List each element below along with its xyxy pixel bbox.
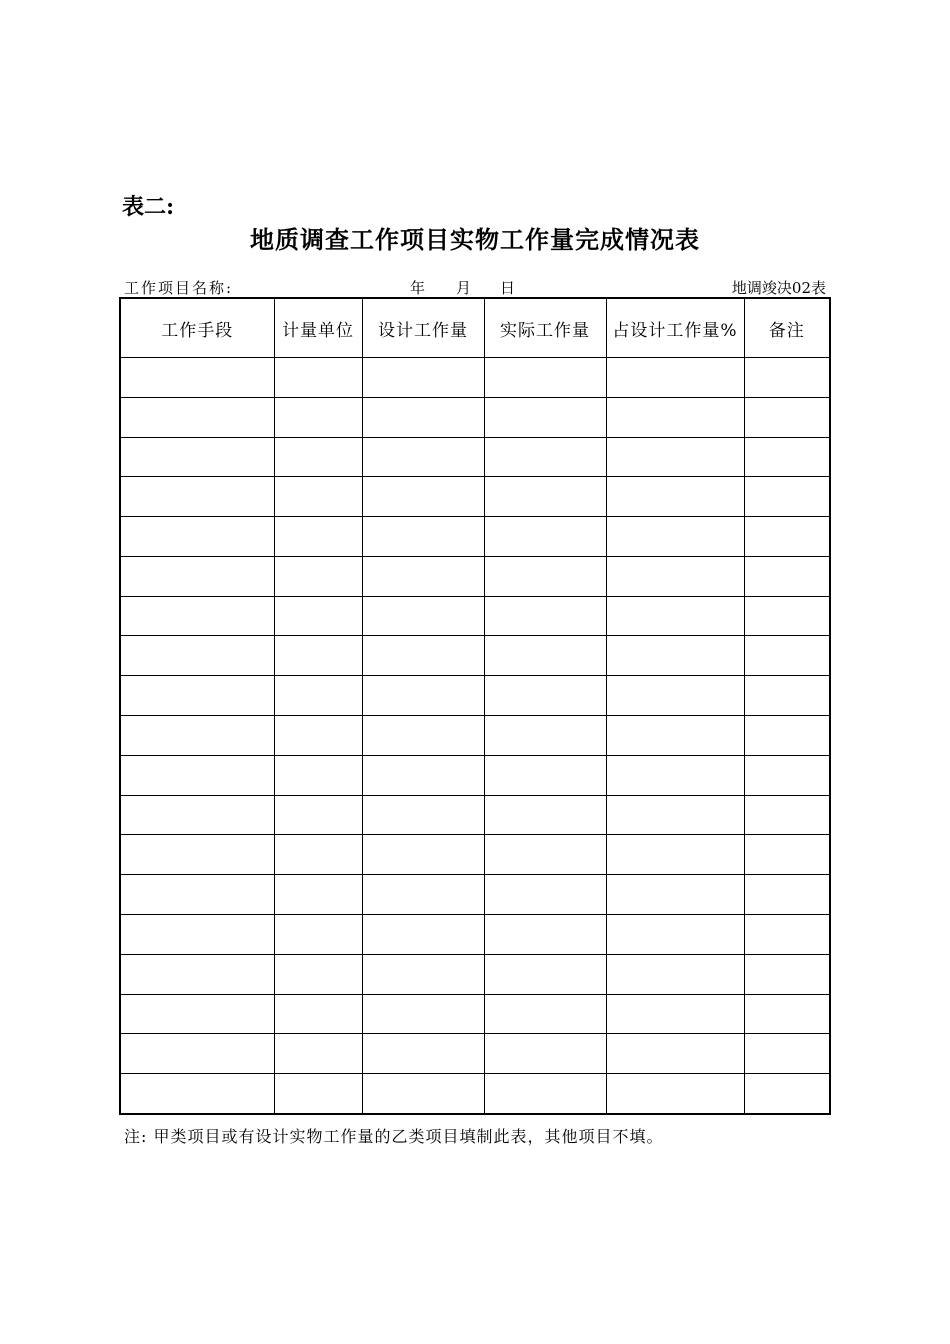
table-cell[interactable] [362,437,484,477]
table-cell[interactable] [274,676,362,716]
table-cell[interactable] [606,636,744,676]
table-cell[interactable] [362,676,484,716]
table-cell[interactable] [362,517,484,557]
header-remarks: 备注 [744,298,830,358]
table-cell[interactable] [484,875,606,915]
year-label: 年 [410,279,426,297]
table-cell[interactable] [120,835,274,875]
table-cell[interactable] [274,477,362,517]
table-cell[interactable] [606,1074,744,1114]
table-cell[interactable] [744,795,830,835]
table-cell[interactable] [362,397,484,437]
table-cell[interactable] [120,755,274,795]
table-cell[interactable] [606,397,744,437]
table-cell[interactable] [484,556,606,596]
table-row [120,1074,830,1114]
table-cell[interactable] [744,358,830,398]
table-row [120,1034,830,1074]
table-cell[interactable] [484,676,606,716]
table-cell[interactable] [120,1034,274,1074]
table-cell[interactable] [362,596,484,636]
table-cell[interactable] [120,954,274,994]
table-cell[interactable] [744,676,830,716]
table-cell[interactable] [120,875,274,915]
table-cell[interactable] [362,358,484,398]
table-cell[interactable] [362,636,484,676]
table-cell[interactable] [120,676,274,716]
table-cell[interactable] [484,1074,606,1114]
table-cell[interactable] [484,636,606,676]
table-body [120,358,830,1115]
table-cell[interactable] [120,914,274,954]
table-cell[interactable] [606,477,744,517]
day-label: 日 [500,279,516,297]
table-row [120,437,830,477]
table-cell[interactable] [744,397,830,437]
table-cell[interactable] [274,517,362,557]
table-row [120,477,830,517]
table-cell[interactable] [120,1074,274,1114]
header-work-method: 工作手段 [120,298,274,358]
table-cell[interactable] [120,716,274,756]
form-title: 地质调查工作项目实物工作量完成情况表 [250,225,700,254]
table-cell[interactable] [362,556,484,596]
table-cell[interactable] [744,914,830,954]
table-cell[interactable] [484,994,606,1034]
table-cell[interactable] [274,914,362,954]
table-cell[interactable] [606,835,744,875]
table-row [120,716,830,756]
table-row [120,517,830,557]
table-cell[interactable] [362,954,484,994]
table-cell[interactable] [606,358,744,398]
table-cell[interactable] [274,716,362,756]
table-cell[interactable] [362,755,484,795]
table-cell[interactable] [362,875,484,915]
table-cell[interactable] [606,437,744,477]
table-cell[interactable] [744,437,830,477]
workload-table [119,297,831,1115]
table-row [120,676,830,716]
table-cell[interactable] [274,954,362,994]
table-cell[interactable] [362,994,484,1034]
table-cell[interactable] [362,835,484,875]
table-cell[interactable] [274,358,362,398]
table-row [120,397,830,437]
table-cell[interactable] [744,556,830,596]
table-cell[interactable] [274,835,362,875]
table-cell[interactable] [274,437,362,477]
table-cell[interactable] [274,875,362,915]
table-cell[interactable] [120,556,274,596]
table-cell[interactable] [606,1034,744,1074]
table-cell[interactable] [606,755,744,795]
table-number-label: 表二: [122,194,175,220]
table-cell[interactable] [120,437,274,477]
table-cell[interactable] [744,1074,830,1114]
table-cell[interactable] [606,676,744,716]
table-cell[interactable] [744,954,830,994]
table-cell[interactable] [120,596,274,636]
table-cell[interactable] [274,994,362,1034]
table-cell[interactable] [484,755,606,795]
table-cell[interactable] [606,795,744,835]
table-cell[interactable] [362,795,484,835]
table-cell[interactable] [606,556,744,596]
table-cell[interactable] [606,954,744,994]
table-cell[interactable] [484,914,606,954]
table-row [120,875,830,915]
table-cell[interactable] [744,596,830,636]
table-cell[interactable] [362,716,484,756]
table-cell[interactable] [120,397,274,437]
footnote: 注: 甲类项目或有设计实物工作量的乙类项目填制此表，其他项目不填。 [124,1127,664,1146]
table-cell[interactable] [362,1074,484,1114]
table-cell[interactable] [120,795,274,835]
table-cell[interactable] [484,437,606,477]
table-cell[interactable] [484,358,606,398]
table-cell[interactable] [606,914,744,954]
table-cell[interactable] [484,1034,606,1074]
table-cell[interactable] [120,477,274,517]
table-cell[interactable] [744,716,830,756]
table-cell[interactable] [744,1034,830,1074]
table-cell[interactable] [120,636,274,676]
table-cell[interactable] [744,517,830,557]
table-row [120,596,830,636]
table-row [120,835,830,875]
table-row [120,636,830,676]
table-cell[interactable] [274,1074,362,1114]
table-cell[interactable] [274,397,362,437]
table-cell[interactable] [484,835,606,875]
table-cell[interactable] [744,636,830,676]
table-cell[interactable] [274,636,362,676]
table-cell[interactable] [606,875,744,915]
table-cell[interactable] [744,755,830,795]
table-cell[interactable] [120,358,274,398]
table-row [120,994,830,1034]
table-row [120,755,830,795]
table-cell[interactable] [362,477,484,517]
table-row [120,914,830,954]
month-label: 月 [456,279,472,297]
table-cell[interactable] [484,477,606,517]
table-cell[interactable] [274,795,362,835]
table-cell[interactable] [744,875,830,915]
table-cell[interactable] [274,1034,362,1074]
table-cell[interactable] [606,596,744,636]
header-planned-workload: 设计工作量 [362,298,484,358]
table-cell[interactable] [484,954,606,994]
table-cell[interactable] [120,994,274,1034]
table-row [120,954,830,994]
table-cell[interactable] [484,716,606,756]
table-cell[interactable] [484,397,606,437]
table-cell[interactable] [606,994,744,1034]
form-code: 地调竣决02表 [731,279,826,297]
table-cell[interactable] [606,517,744,557]
table-cell[interactable] [484,596,606,636]
table-row [120,358,830,398]
table-cell[interactable] [274,755,362,795]
header-actual-workload: 实际工作量 [484,298,606,358]
table-cell[interactable] [120,517,274,557]
table-cell[interactable] [744,477,830,517]
table-cell[interactable] [274,596,362,636]
table-cell[interactable] [744,994,830,1034]
table-cell[interactable] [484,517,606,557]
table-cell[interactable] [744,835,830,875]
project-name-label: 工作项目名称: [124,279,234,297]
table-cell[interactable] [606,716,744,756]
table-row [120,556,830,596]
header-unit: 计量单位 [274,298,362,358]
table-cell[interactable] [362,914,484,954]
header-percent-of-planned: 占设计工作量% [606,298,744,358]
table-cell[interactable] [274,556,362,596]
table-cell[interactable] [362,1034,484,1074]
table-row [120,795,830,835]
table-cell[interactable] [484,795,606,835]
table-header-row [120,298,830,358]
